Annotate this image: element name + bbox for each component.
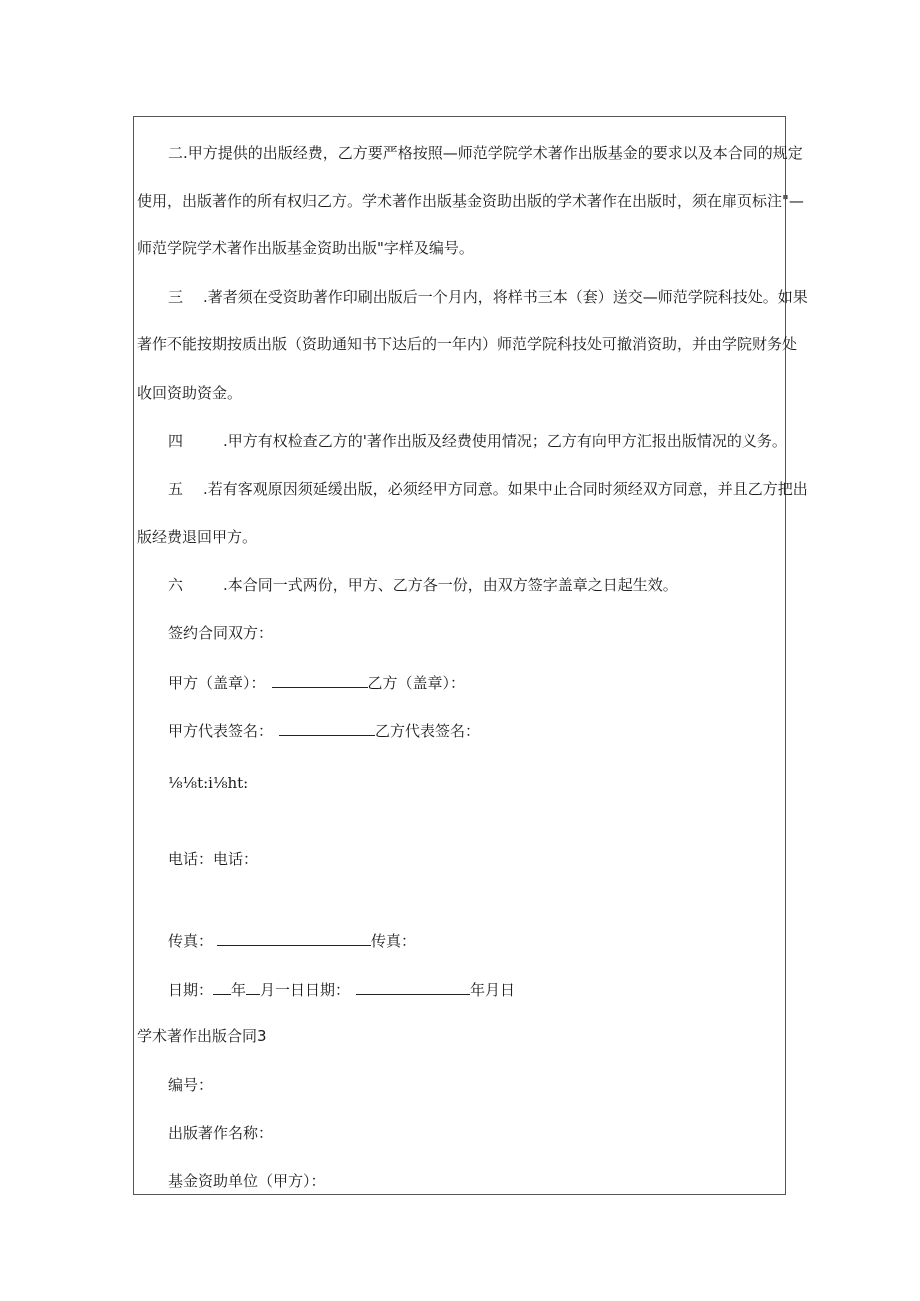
month-day-label: 月一日日期： [260, 981, 351, 999]
fax-a-label: 传真： [168, 932, 214, 950]
date-b-suffix: 年月日 [470, 981, 516, 999]
funder-label: 基金资助单位（甲方）： [168, 1172, 326, 1190]
party-b-seal-label: 乙方（盖章）： [367, 674, 466, 692]
section-3-title: 学术著作出版合同3 [137, 1027, 267, 1045]
clause-3-text: .著者须在受资助著作印刷出版后一个月内，将样书三本（套）送交—师范学院科技处。如果 [203, 288, 808, 306]
work-name-label: 出版著作名称： [168, 1124, 274, 1142]
clause-2-line-3: 师范学院学术著作出版基金资助出版"字样及编号。 [137, 239, 474, 257]
clause-4-number: 四 [168, 432, 184, 450]
clause-6 [168, 575, 678, 595]
clause-3-line-3: 收回资助资金。 [137, 384, 243, 402]
clause-5-text: .若有客观原因须延缓出版，必须经甲方同意。如果中止合同时须经双方同意，并且乙方把出 [203, 480, 808, 498]
clause-3-line-2: 著作不能按期按质出版（资助通知书下达后的一年内）师范学院科技处可撤消资助，并由学院财务处 [137, 335, 798, 353]
date-b-blank [356, 978, 470, 995]
clause-3-number: 三 [168, 288, 184, 306]
party-rep-line [168, 719, 480, 741]
clause-6-text: .本合同一式两份，甲方、乙方各一份，由双方签字盖章之日起生效。 [223, 576, 678, 594]
fax-b-label: 传真： [371, 932, 417, 950]
clause-5-line-1 [168, 479, 808, 499]
party-seal-line [168, 671, 465, 693]
clause-6-number: 六 [168, 576, 184, 594]
contract-number-label: 编号： [168, 1076, 214, 1094]
clause-3-line-1 [168, 287, 808, 307]
party-a-seal-label: 甲方（盖章）： [168, 674, 266, 692]
month-blank [246, 978, 260, 995]
party-a-rep-label: 甲方代表签名： [168, 722, 274, 740]
date-line [168, 978, 515, 1000]
party-a-rep-blank [279, 719, 375, 736]
clause-5-number: 五 [168, 480, 184, 498]
clause-4-text: .甲方有权检查乙方的'著作出版及经费使用情况；乙方有向甲方汇报出版情况的义务。 [223, 432, 787, 450]
date-a-label: 日期： [168, 981, 214, 999]
year-label: 年 [231, 981, 247, 999]
clause-4 [168, 431, 787, 451]
phone-line: 电话：电话： [168, 850, 259, 868]
signing-title: 签约合同双方： [168, 624, 274, 642]
garbled-text: ⅛⅛t:i⅛ht: [168, 774, 249, 792]
party-b-rep-label: 乙方代表签名： [375, 722, 481, 740]
fax-a-blank [217, 929, 371, 946]
clause-2-line-1: 二.甲方提供的出版经费，乙方要严格按照—师范学院学术著作出版基金的要求以及本合同的规定 [168, 144, 803, 162]
clause-2-line-2: 使用，出版著作的所有权归乙方。学术著作出版基金资助出版的学术著作在出版时，须在扉页标注"— [137, 192, 804, 210]
fax-line [168, 929, 416, 951]
party-a-seal-blank [272, 671, 368, 688]
clause-5-line-2: 版经费退回甲方。 [137, 528, 258, 546]
year-blank [213, 978, 231, 995]
